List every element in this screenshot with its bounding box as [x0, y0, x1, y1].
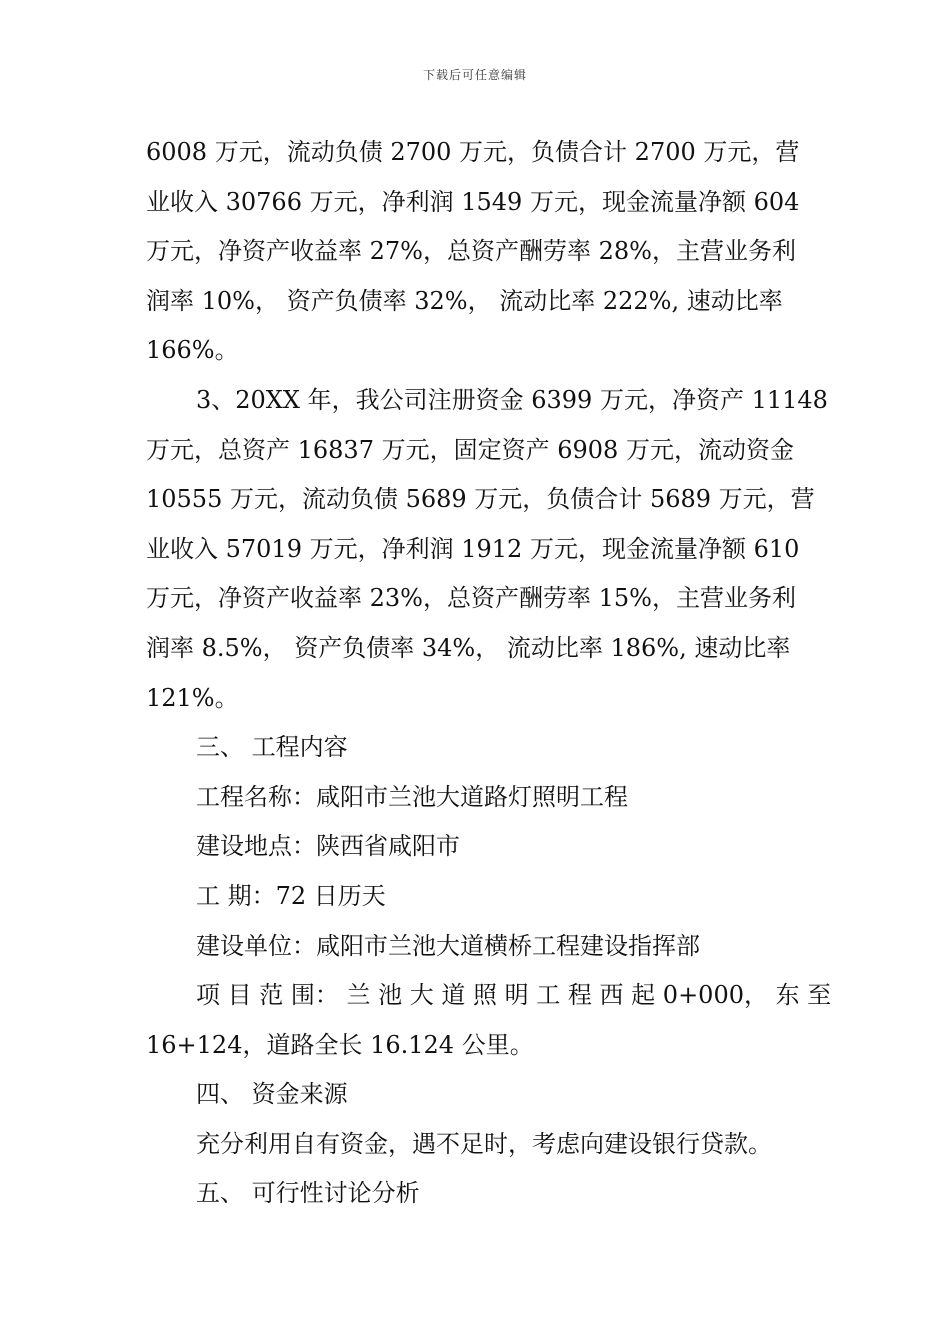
- section-title: 三、 工程内容: [196, 733, 348, 762]
- project-builder: 建设单位：咸阳市兰池大道横桥工程建设指挥部: [196, 931, 700, 960]
- text-line: 业收入 57019 万元，净利润 1912 万元，现金流量净额 610: [146, 534, 800, 563]
- funding-text: 充分利用自有资金，遇不足时，考虑向建设银行贷款。: [196, 1129, 772, 1158]
- text-line: 121%。: [146, 683, 239, 712]
- text-line: 业收入 30766 万元，净利润 1549 万元，现金流量净额 604: [146, 187, 800, 216]
- text-line: 万元，净资产收益率 23%，总资产酬劳率 15%，主营业务利: [146, 584, 796, 613]
- project-name: 工程名称：咸阳市兰池大道路灯照明工程: [196, 782, 628, 811]
- text-line: 润率 8.5%， 资产负债率 34%， 流动比率 186%, 速动比率: [146, 633, 791, 662]
- text-line: 润率 10%， 资产负债率 32%， 流动比率 222%, 速动比率: [146, 286, 783, 315]
- text-line: 3、20XX 年，我公司注册资金 6399 万元，净资产 11148: [196, 385, 828, 414]
- text-line: 万元，总资产 16837 万元，固定资产 6908 万元，流动资金: [146, 435, 794, 464]
- project-scope-continued: 16+124，道路全长 16.124 公里。: [146, 1030, 534, 1059]
- document-body: [146, 128, 832, 1219]
- project-duration: 工 期：72 日历天: [196, 881, 386, 910]
- text-line: 万元，净资产收益率 27%，总资产酬劳率 28%，主营业务利: [146, 237, 796, 266]
- text-line: 166%。: [146, 336, 239, 365]
- text-line: 10555 万元，流动负债 5689 万元，负债合计 5689 万元，营: [146, 485, 815, 514]
- section-title: 四、 资金来源: [196, 1080, 348, 1109]
- section-title: 五、 可行性讨论分析: [196, 1179, 420, 1208]
- text-line: 6008 万元，流动负债 2700 万元，负债合计 2700 万元，营: [146, 138, 800, 166]
- project-location: 建设地点：陕西省咸阳市: [196, 832, 460, 861]
- page-header: 下载后可任意编辑: [422, 68, 527, 82]
- project-scope: 项 目 范 围： 兰 池 大 道 照 明 工 程 西 起 0+000， 东 至: [196, 981, 832, 1010]
